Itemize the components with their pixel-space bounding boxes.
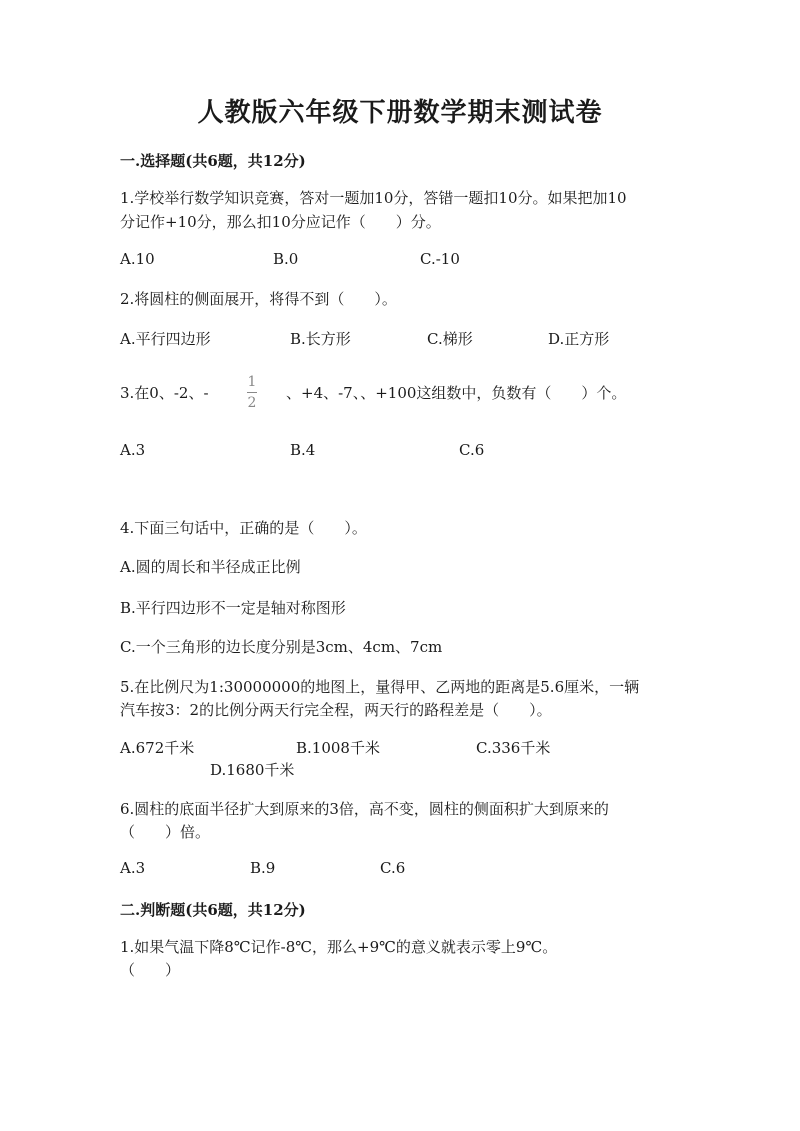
question-2-option-c: C.梯形 (427, 330, 473, 348)
question-4-text: 4.下面三句话中，正确的是（ ）。 (120, 519, 367, 537)
judgement-1-line-2: （ ） (120, 961, 181, 979)
fraction-denominator: 2 (247, 395, 257, 411)
question-5-option-c: C.336千米 (476, 739, 551, 757)
question-3-option-c: C.6 (459, 441, 485, 459)
question-5-option-a: A.672千米 (120, 739, 195, 757)
question-1-line-2: 分记作+10分，那么扣10分应记作（ ）分。 (120, 213, 441, 231)
question-2-option-b: B.长方形 (290, 330, 351, 348)
question-6-option-a: A.3 (120, 859, 146, 877)
question-1-option-c: C.-10 (420, 250, 460, 268)
question-5-option-d: D.1680千米 (210, 761, 295, 779)
section-heading-choice: 一.选择题(共6题，共12分) (120, 152, 306, 170)
question-3-text-before: 3.在0、-2、- (120, 384, 209, 402)
fraction-bar (247, 392, 257, 393)
question-4-option-a: A.圆的周长和半径成正比例 (120, 558, 301, 576)
question-6-line-2: （ ）倍。 (120, 823, 211, 841)
fraction-numerator: 1 (247, 374, 257, 390)
question-4-option-b: B.平行四边形不一定是轴对称图形 (120, 599, 346, 617)
question-2-option-d: D.正方形 (548, 330, 610, 348)
page-title: 人教版六年级下册数学期末测试卷 (197, 98, 603, 128)
section-heading-judgement: 二.判断题(共6题，共12分) (120, 901, 306, 919)
question-1-option-b: B.0 (273, 250, 299, 268)
question-3-text-after: 、+4、-7、、+100这组数中，负数有（ ）个。 (286, 384, 627, 402)
question-3-option-a: A.3 (120, 441, 146, 459)
question-1-line-1: 1.学校举行数学知识竞赛，答对一题加10分，答错一题扣10分。如果把加10 (120, 189, 627, 207)
question-6-option-b: B.9 (250, 859, 276, 877)
question-1-option-a: A.10 (120, 250, 155, 268)
question-6-option-c: C.6 (380, 859, 406, 877)
fraction-one-half (244, 374, 260, 411)
question-5-line-2: 汽车按3：2的比例分两天行完全程，两天行的路程差是（ ）。 (120, 701, 552, 719)
question-2-option-a: A.平行四边形 (120, 330, 211, 348)
question-5-option-b: B.1008千米 (296, 739, 380, 757)
judgement-1-line-1: 1.如果气温下降8℃记作-8℃，那么+9℃的意义就表示零上9℃。 (120, 938, 558, 956)
question-4-option-c: C.一个三角形的边长度分别是3cm、4cm、7cm (120, 638, 443, 656)
question-6-line-1: 6.圆柱的底面半径扩大到原来的3倍，高不变，圆柱的侧面积扩大到原来的 (120, 800, 609, 818)
question-2-text: 2.将圆柱的侧面展开，将得不到（ ）。 (120, 290, 397, 308)
question-5-line-1: 5.在比例尺为1:30000000的地图上，量得甲、乙两地的距离是5.6厘米，一辆 (120, 678, 640, 696)
question-3-option-b: B.4 (290, 441, 316, 459)
